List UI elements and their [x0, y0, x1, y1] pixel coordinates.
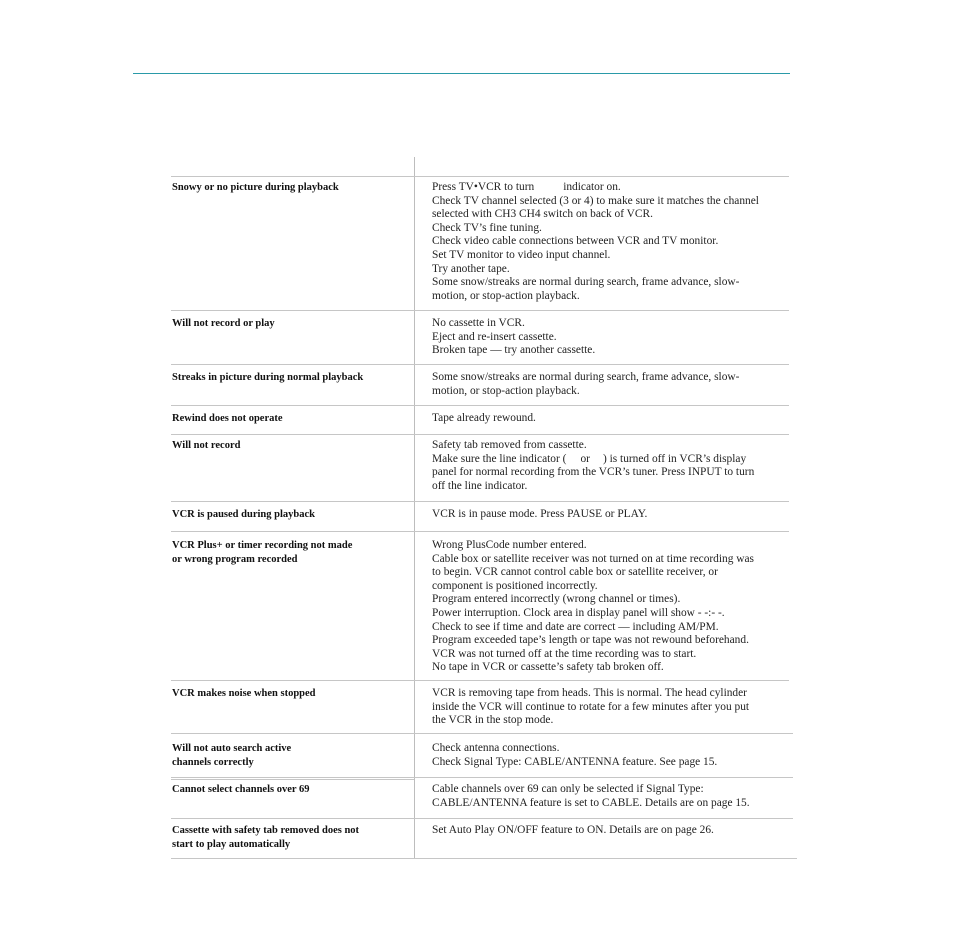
- problem-cell: [172, 539, 408, 566]
- solution-cell: [432, 412, 794, 426]
- problem-cell: [172, 824, 408, 851]
- solution-cell: [432, 181, 794, 303]
- solution-line: Tape already rewound.: [432, 412, 536, 424]
- solution-line: off the line indicator.: [432, 479, 528, 492]
- solution-line: VCR was not turned off at the time recording was to start.: [432, 647, 697, 660]
- row-rule: [171, 310, 789, 311]
- solution-line: Power interruption. Clock area in display panel will show - -:- -.: [432, 606, 725, 619]
- solution-cell: [432, 687, 794, 728]
- problem-cell: [172, 439, 408, 453]
- solution-line: inside the VCR will continue to rotate for a few minutes after you put: [432, 700, 750, 713]
- solution-cell: [432, 742, 794, 769]
- header-row-rule: [171, 176, 789, 177]
- solution-line: Broken tape — try another cassette.: [432, 344, 596, 357]
- solution-line: Set Auto Play ON/OFF feature to ON. Details are on page 26.: [432, 824, 714, 836]
- problem-cell: [172, 742, 408, 769]
- solution-line: CABLE/ANTENNA feature is set to CABLE. Details are on page 15.: [432, 796, 750, 809]
- problem-text: VCR Plus+ or timer recording not made: [172, 540, 353, 551]
- problem-cell: [172, 508, 408, 522]
- row-rule: [171, 680, 789, 681]
- solution-line: the VCR in the stop mode.: [432, 714, 554, 727]
- problem-cell: [172, 371, 408, 385]
- problem-text: Cassette with safety tab removed does not: [172, 825, 360, 836]
- problem-text: Snowy or no picture during playback: [172, 182, 339, 193]
- solution-line: Check TV channel selected (3 or 4) to make sure it matches the channel: [432, 194, 759, 207]
- solution-line: No cassette in VCR.: [432, 317, 525, 329]
- problem-text: Will not record or play: [172, 318, 275, 329]
- solution-line: component is positioned incorrectly.: [432, 579, 598, 592]
- column-divider: [414, 157, 415, 858]
- solution-line: VCR is removing tape from heads. This is normal. The head cylinder: [432, 687, 747, 699]
- solution-cell: [432, 439, 794, 493]
- row-rule: [171, 364, 789, 365]
- solution-line: Set TV monitor to video input channel.: [432, 248, 611, 261]
- solution-line: panel for normal recording from the VCR’s tuner. Press INPUT to turn: [432, 466, 755, 479]
- solution-line: Check antenna connections.: [432, 742, 560, 754]
- header-rule: [133, 73, 790, 74]
- row-rule: [171, 501, 789, 502]
- solution-cell: [432, 539, 794, 675]
- problem-cell: [172, 783, 408, 797]
- solution-line: Press TV•VCR to turn indicator on.: [432, 181, 621, 193]
- solution-line: Check to see if time and date are correct — including AM/PM.: [432, 620, 719, 633]
- solution-line: Wrong PlusCode number entered.: [432, 539, 587, 551]
- solution-line: Make sure the line indicator ( or ) is turned off in VCR’s display: [432, 452, 747, 465]
- problem-cell: [172, 687, 408, 701]
- solution-line: Safety tab removed from cassette.: [432, 439, 587, 451]
- solution-line: motion, or stop-action playback.: [432, 289, 580, 302]
- solution-line: to begin. VCR cannot control cable box or satellite receiver, or: [432, 566, 718, 579]
- solution-line: motion, or stop-action playback.: [432, 384, 580, 397]
- row-rule: [171, 779, 414, 780]
- solution-cell: [432, 508, 794, 522]
- solution-line: No tape in VCR or cassette’s safety tab broken off.: [432, 661, 664, 674]
- problem-text: VCR makes noise when stopped: [172, 688, 316, 699]
- solution-line: Check video cable connections between VCR and TV monitor.: [432, 235, 719, 248]
- problem-cell: [172, 317, 408, 331]
- solution-line: Some snow/streaks are normal during search, frame advance, slow-: [432, 276, 740, 289]
- problem-text: Cannot select channels over 69: [172, 784, 310, 795]
- solution-line: Eject and re-insert cassette.: [432, 330, 557, 343]
- solution-line: Program entered incorrectly (wrong channel or times).: [432, 593, 681, 606]
- solution-line: VCR is in pause mode. Press PAUSE or PLAY.: [432, 508, 648, 520]
- solution-line: selected with CH3 CH4 switch on back of VCR.: [432, 208, 653, 221]
- solution-line: Cable channels over 69 can only be selected if Signal Type:: [432, 783, 704, 795]
- problem-text: start to play automatically: [172, 838, 291, 850]
- solution-cell: [432, 783, 794, 810]
- problem-text: or wrong program recorded: [172, 553, 298, 565]
- solution-line: Try another tape.: [432, 262, 510, 275]
- row-rule: [171, 733, 793, 734]
- problem-text: channels correctly: [172, 756, 254, 768]
- solution-cell: [432, 371, 794, 398]
- solution-line: Check Signal Type: CABLE/ANTENNA feature. See page 15.: [432, 755, 718, 768]
- problem-text: Will not auto search active: [172, 743, 292, 754]
- problem-cell: [172, 412, 408, 426]
- row-rule: [171, 531, 789, 532]
- solution-line: Program exceeded tape’s length or tape was not rewound beforehand.: [432, 634, 749, 647]
- row-rule: [171, 434, 789, 435]
- row-rule: [171, 818, 793, 819]
- row-rule: [171, 777, 793, 778]
- problem-text: Will not record: [172, 440, 241, 451]
- solution-line: Some snow/streaks are normal during search, frame advance, slow-: [432, 371, 740, 383]
- row-rule: [171, 405, 789, 406]
- solution-cell: [432, 824, 794, 838]
- solution-line: Check TV’s fine tuning.: [432, 221, 542, 234]
- problem-text: VCR is paused during playback: [172, 509, 315, 520]
- problem-cell: [172, 181, 408, 195]
- solution-cell: [432, 317, 794, 358]
- table-bottom-rule: [171, 858, 797, 859]
- problem-text: Streaks in picture during normal playback: [172, 372, 364, 383]
- problem-text: Rewind does not operate: [172, 413, 283, 424]
- solution-line: Cable box or satellite receiver was not turned on at time recording was: [432, 552, 754, 565]
